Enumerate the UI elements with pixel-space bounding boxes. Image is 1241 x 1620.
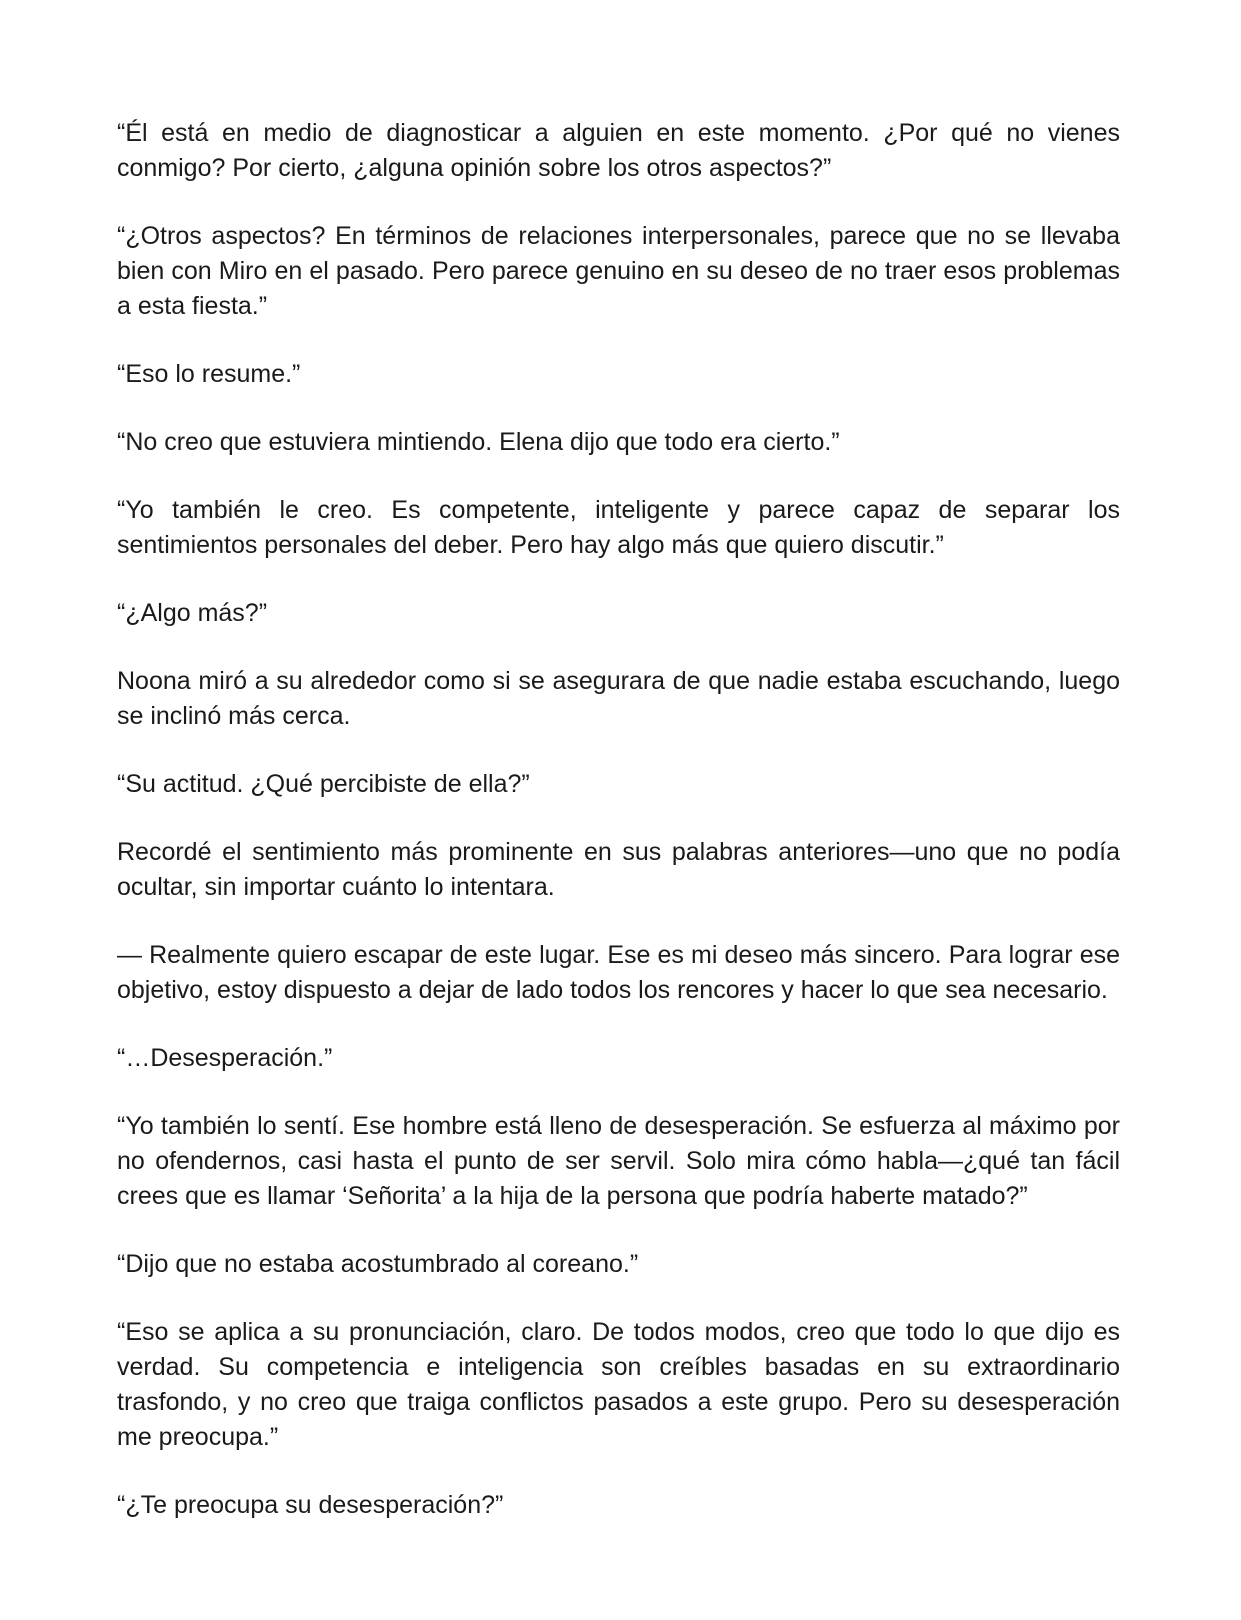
paragraph: “Eso lo resume.” bbox=[117, 360, 301, 388]
paragraph: “Él está en medio de diagnosticar a alguien en este momento. ¿Por qué no vienes conmigo? Por cierto, ¿alguna opinión sobre los otros aspectos?” bbox=[117, 119, 1120, 182]
paragraph: “Su actitud. ¿Qué percibiste de ella?” bbox=[117, 770, 530, 798]
document-body bbox=[117, 116, 1120, 1556]
paragraph: “Yo también lo sentí. Ese hombre está lleno de desesperación. Se esfuerza al máximo por no ofendernos, casi hasta el punto de ser servil. Solo mira cómo habla—¿qué tan fácil crees que es llamar ‘Señorita’ a la hija de la persona que podría haberte matado?” bbox=[117, 1112, 1120, 1210]
paragraph: “…Desesperación.” bbox=[117, 1044, 333, 1072]
paragraph: “¿Algo más?” bbox=[117, 599, 268, 627]
paragraph: “Dijo que no estaba acostumbrado al coreano.” bbox=[117, 1250, 639, 1278]
paragraph: “Yo también le creo. Es competente, inteligente y parece capaz de separar los sentimientos personales del deber. Pero hay algo más que quiero discutir.” bbox=[117, 496, 1120, 559]
paragraph: “¿Te preocupa su desesperación?” bbox=[117, 1491, 504, 1519]
paragraph: “No creo que estuviera mintiendo. Elena dijo que todo era cierto.” bbox=[117, 428, 840, 456]
paragraph: “Eso se aplica a su pronunciación, claro. De todos modos, creo que todo lo que dijo es verdad. Su competencia e inteligencia son creíbles basadas en su extraordinario trasfondo, y no creo que traiga conflictos pasados a este grupo. Pero su desesperación me preocupa.” bbox=[117, 1318, 1120, 1451]
paragraph: Noona miró a su alrededor como si se asegurara de que nadie estaba escuchando, luego se inclinó más cerca. bbox=[117, 667, 1120, 730]
paragraph: “¿Otros aspectos? En términos de relaciones interpersonales, parece que no se llevaba bien con Miro en el pasado. Pero parece genuino en su deseo de no traer esos problemas a esta fiesta.” bbox=[117, 222, 1120, 320]
paragraph: — Realmente quiero escapar de este lugar. Ese es mi deseo más sincero. Para lograr ese objetivo, estoy dispuesto a dejar de lado todos los rencores y hacer lo que sea necesario. bbox=[117, 941, 1120, 1004]
paragraph: Recordé el sentimiento más prominente en sus palabras anteriores—uno que no podía ocultar, sin importar cuánto lo intentara. bbox=[117, 838, 1120, 901]
